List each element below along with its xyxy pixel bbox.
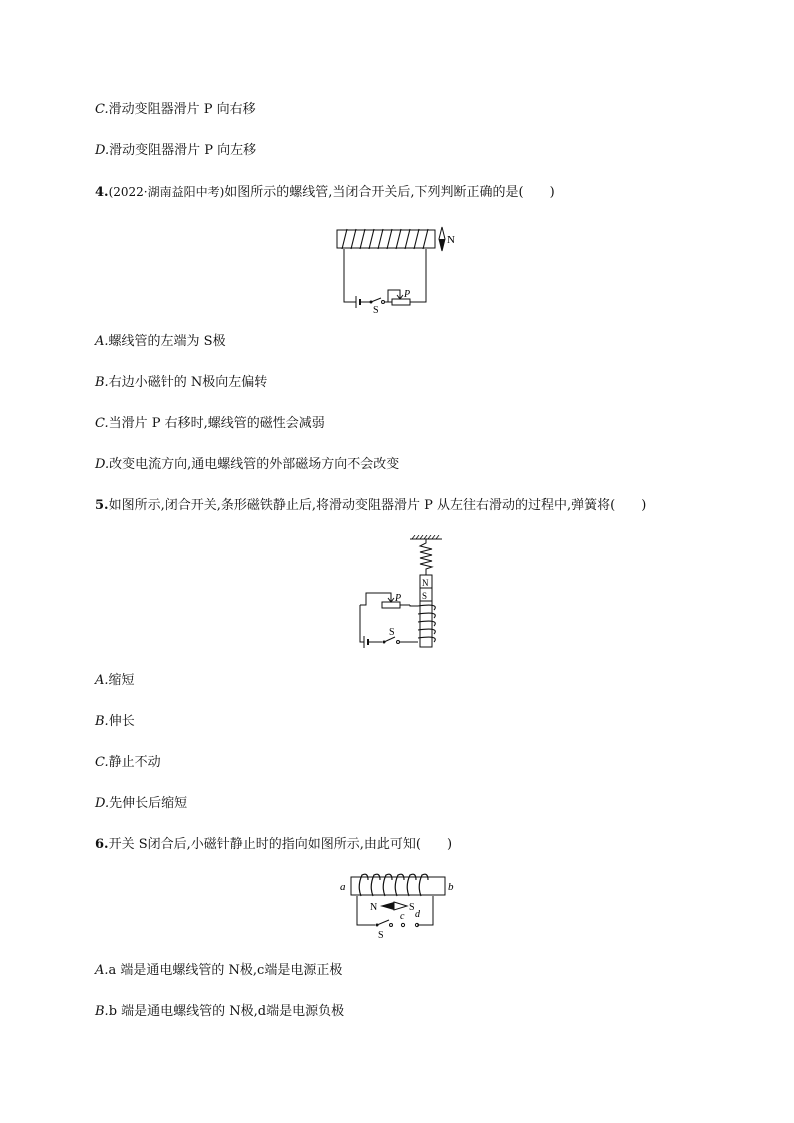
- switch-label: S: [373, 305, 379, 314]
- switch-contact: [390, 924, 393, 927]
- question-number: 5.: [95, 498, 109, 513]
- end-b-label: b: [448, 881, 454, 893]
- option-label: A.: [95, 673, 109, 688]
- question-number: 6.: [95, 837, 109, 852]
- option-label: D.: [95, 796, 110, 811]
- option-text: 右边小磁针的 N极向左偏转: [108, 375, 268, 390]
- magnet-n-label: N: [422, 578, 429, 588]
- option-text: 螺线管的左端为 S极: [108, 334, 226, 349]
- q5-option-c: [95, 754, 161, 772]
- option-label: D.: [95, 457, 110, 472]
- q4-option-b: [95, 374, 267, 392]
- iron-core: [420, 601, 432, 647]
- terminal-c-label: c: [400, 911, 405, 922]
- switch-lever: [377, 920, 389, 925]
- question-5-stem: [95, 497, 646, 515]
- option-text: 静止不动: [108, 755, 161, 770]
- question-4-stem: [95, 183, 555, 202]
- option-label: A.: [95, 963, 109, 978]
- terminal-c: [401, 923, 404, 926]
- option-text: 缩短: [108, 673, 135, 688]
- q5-option-b: [95, 713, 135, 731]
- option-text: b 端是通电螺线管的 N极,d端是电源负极: [108, 1004, 345, 1019]
- option-label: B.: [95, 714, 109, 729]
- needle-s-label: S: [409, 902, 415, 913]
- q4-option-c: [95, 415, 325, 433]
- slider-wire: [360, 593, 391, 605]
- option-text: 滑动变阻器滑片 P 向左移: [109, 143, 257, 158]
- compass-label: N: [447, 234, 455, 246]
- question-6-stem: [95, 836, 452, 854]
- q4-solenoid-circuit-figure: [330, 222, 470, 314]
- option-text: a 端是通电螺线管的 N极,c端是电源正极: [108, 963, 343, 978]
- q6-option-b: [95, 1003, 344, 1021]
- option-text: 伸长: [108, 714, 135, 729]
- question-source: (2022·湖南益阳中考): [108, 185, 225, 199]
- option-c-prev: [95, 101, 256, 119]
- option-text: 改变电流方向,通电螺线管的外部磁场方向不会改变: [109, 457, 400, 472]
- switch-label: S: [389, 627, 395, 638]
- q5-option-d: [95, 795, 187, 813]
- end-a-label: a: [340, 881, 346, 893]
- magnet-s-label: S: [422, 591, 428, 601]
- needle-light-half: [394, 902, 407, 910]
- q6-option-a: [95, 962, 342, 980]
- spring: [420, 539, 432, 575]
- needle-n-label: N: [370, 902, 378, 913]
- option-label: C.: [95, 755, 109, 770]
- option-label: B.: [95, 1004, 109, 1019]
- coil-windings: [418, 605, 435, 642]
- switch-label: S: [378, 930, 384, 941]
- q4-option-a: [95, 333, 226, 351]
- option-label: C.: [95, 416, 109, 431]
- right-wire: [410, 249, 426, 302]
- coil-windings: [342, 229, 428, 249]
- q4-option-d: [95, 456, 399, 474]
- ceiling-hatch: [412, 535, 439, 539]
- solenoid-core: [351, 877, 445, 895]
- q5-spring-magnet-figure: [346, 535, 458, 653]
- option-label: C.: [95, 102, 109, 117]
- slider-label: P: [395, 593, 402, 604]
- option-label: B.: [95, 375, 109, 390]
- slider-label: P: [404, 289, 411, 300]
- compass-needle-dark-half: [439, 239, 445, 251]
- terminal-d-label: d: [415, 909, 420, 920]
- option-text: 滑动变阻器滑片 P 向右移: [108, 102, 256, 117]
- question-number: 4.: [95, 185, 109, 200]
- option-label: D.: [95, 143, 110, 158]
- question-text: 如图所示的螺线管,当闭合开关后,下列判断正确的是( ): [224, 185, 555, 200]
- q5-option-a: [95, 672, 135, 690]
- option-d-prev: [95, 142, 256, 160]
- option-text: 先伸长后缩短: [109, 796, 188, 811]
- switch-lever: [371, 298, 381, 302]
- needle-dark-half: [380, 902, 394, 910]
- option-label: A.: [95, 334, 109, 349]
- question-text: 如图所示,闭合开关,条形磁铁静止后,将滑动变阻器滑片 P 从左往右滑动的过程中,弹簧将( ): [108, 498, 647, 513]
- option-text: 当滑片 P 右移时,螺线管的磁性会减弱: [108, 416, 325, 431]
- q6-solenoid-figure: [337, 870, 461, 942]
- question-text: 开关 S闭合后,小磁针静止时的指向如图所示,由此可知( ): [108, 837, 453, 852]
- left-wire: [344, 249, 356, 302]
- left-wire: [360, 605, 364, 642]
